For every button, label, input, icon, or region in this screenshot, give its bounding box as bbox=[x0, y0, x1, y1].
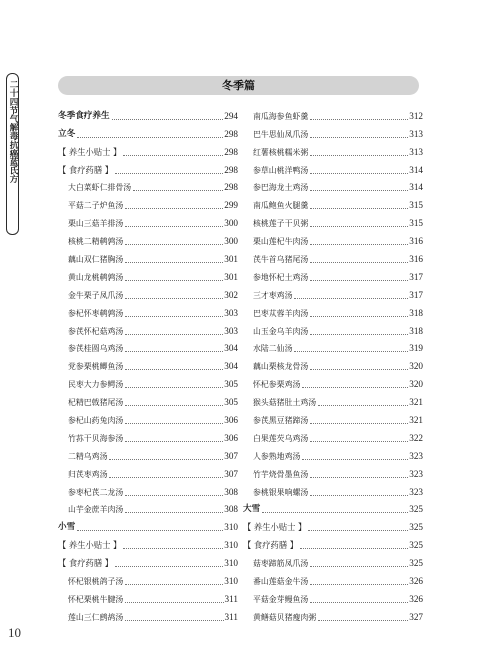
toc-entry-title: 南瓜海参鱼虾羹 bbox=[253, 111, 309, 121]
toc-entry-page: 320 bbox=[409, 379, 423, 390]
toc-entry-page: 307 bbox=[224, 450, 238, 461]
toc-entry-title: 竹荪干贝海参汤 bbox=[68, 433, 124, 443]
toc-entry-title: 核桃莲子干贝粥 bbox=[253, 219, 309, 229]
toc-entry bbox=[243, 354, 423, 372]
dot-leader bbox=[310, 334, 408, 335]
toc-entry bbox=[58, 498, 238, 516]
dot-leader bbox=[125, 262, 223, 263]
toc-entry-page: 303 bbox=[224, 325, 238, 336]
toc-entry bbox=[243, 390, 423, 408]
toc-entry-title: 平菇二子炉鱼汤 bbox=[68, 201, 124, 211]
toc-entry-page: 317 bbox=[409, 289, 423, 300]
toc-entry-title: 水陆二仙汤 bbox=[253, 344, 293, 354]
toc-entry bbox=[243, 498, 423, 516]
dot-leader bbox=[310, 280, 408, 281]
toc-entry-title: 【 食疗药膳 】 bbox=[58, 164, 114, 175]
toc-entry-page: 306 bbox=[224, 432, 238, 443]
toc-entry-title: 番山莲菇金牛汤 bbox=[253, 577, 309, 587]
toc-entry-page: 310 bbox=[224, 540, 238, 551]
dot-leader bbox=[125, 512, 223, 513]
dot-leader bbox=[310, 441, 408, 442]
toc-entry-title: 黄鳝菇贝猪瘦肉粥 bbox=[253, 612, 317, 622]
dot-leader bbox=[310, 173, 408, 174]
toc-entry bbox=[243, 408, 423, 426]
toc-entry bbox=[58, 283, 238, 301]
toc-entry-page: 298 bbox=[224, 128, 238, 139]
toc-entry-title: 参芪黑豆猪蹄汤 bbox=[253, 416, 309, 426]
dot-leader bbox=[125, 369, 223, 370]
toc-entry-page: 310 bbox=[224, 558, 238, 569]
toc-entry-page: 319 bbox=[409, 343, 423, 354]
toc-entry bbox=[58, 354, 238, 372]
toc-entry-page: 312 bbox=[409, 110, 423, 121]
dot-leader bbox=[125, 387, 223, 388]
toc-entry-page: 308 bbox=[224, 486, 238, 497]
toc-entry bbox=[243, 551, 423, 569]
toc-entry bbox=[58, 408, 238, 426]
dot-leader bbox=[310, 495, 408, 496]
toc-entry-title: 党参栗桃鲫鱼汤 bbox=[68, 362, 124, 372]
toc-entry bbox=[243, 176, 423, 194]
toc-entry bbox=[243, 229, 423, 247]
toc-entry-page: 306 bbox=[224, 415, 238, 426]
toc-entry bbox=[243, 301, 423, 319]
toc-entry-title: 竹芋烧骨墨鱼汤 bbox=[253, 469, 309, 479]
toc-entry-title: 怀杞栗桃牛腱汤 bbox=[68, 594, 124, 604]
toc-entry-page: 314 bbox=[409, 182, 423, 193]
toc-entry bbox=[243, 211, 423, 229]
dot-leader bbox=[77, 137, 223, 138]
toc-entry-page: 315 bbox=[409, 200, 423, 211]
book-series-title: 二十四节气解毒抗癌蓝氏方 bbox=[8, 80, 18, 184]
toc-entry-page: 300 bbox=[224, 218, 238, 229]
toc-entry-page: 311 bbox=[224, 611, 238, 622]
toc-entry bbox=[58, 176, 238, 194]
toc-entry-title: 参芪桂圆乌鸡汤 bbox=[68, 344, 124, 354]
toc-entry bbox=[243, 283, 423, 301]
toc-entry-page: 305 bbox=[224, 397, 238, 408]
dot-leader bbox=[115, 566, 223, 567]
toc-entry-page: 305 bbox=[224, 379, 238, 390]
toc-entry bbox=[58, 551, 238, 569]
toc-entry-page: 323 bbox=[409, 486, 423, 497]
toc-entry-title: 栗山三菇羊排汤 bbox=[68, 219, 124, 229]
toc-entry-page: 326 bbox=[409, 593, 423, 604]
dot-leader bbox=[125, 280, 223, 281]
toc-entry-page: 327 bbox=[409, 611, 423, 622]
dot-leader bbox=[125, 226, 223, 227]
dot-leader bbox=[310, 477, 408, 478]
dot-leader bbox=[125, 423, 223, 424]
toc-entry-title: 藕山栗核龙骨汤 bbox=[253, 362, 309, 372]
toc-entry-page: 314 bbox=[409, 164, 423, 175]
toc-column-right bbox=[243, 104, 423, 623]
toc-entry bbox=[58, 390, 238, 408]
toc-entry bbox=[243, 533, 423, 551]
dot-leader bbox=[125, 584, 223, 585]
toc-entry-page: 320 bbox=[409, 361, 423, 372]
toc-entry-page: 325 bbox=[409, 504, 423, 515]
dot-leader bbox=[109, 459, 223, 460]
toc-entry bbox=[243, 569, 423, 587]
toc-entry-page: 322 bbox=[409, 432, 423, 443]
toc-entry-page: 298 bbox=[224, 146, 238, 157]
dot-leader bbox=[294, 298, 408, 299]
toc-entry bbox=[243, 587, 423, 605]
toc-entry-page: 318 bbox=[409, 325, 423, 336]
toc-entry-title: 【 养生小贴士 】 bbox=[243, 522, 307, 533]
dot-leader bbox=[308, 530, 408, 531]
toc-entry-page: 325 bbox=[409, 522, 423, 533]
dot-leader bbox=[109, 477, 223, 478]
toc-entry bbox=[243, 480, 423, 498]
toc-entry-title: 金牛栗子凤爪汤 bbox=[68, 290, 124, 300]
dot-leader bbox=[294, 351, 408, 352]
toc-entry bbox=[243, 319, 423, 337]
toc-entry bbox=[243, 337, 423, 355]
dot-leader bbox=[302, 387, 408, 388]
dot-leader bbox=[310, 244, 408, 245]
toc-entry bbox=[58, 337, 238, 355]
toc-entry bbox=[58, 533, 238, 551]
dot-leader bbox=[310, 566, 408, 567]
dot-leader bbox=[133, 190, 223, 191]
toc-entry-title: 山芋金蔗羊肉汤 bbox=[68, 505, 124, 515]
toc-entry-title: 菇枣蹄筋凤爪汤 bbox=[253, 559, 309, 569]
toc-entry-page: 313 bbox=[409, 128, 423, 139]
toc-entry bbox=[243, 122, 423, 140]
toc-entry bbox=[243, 372, 423, 390]
toc-entry-title: 【 食疗药膳 】 bbox=[58, 558, 114, 569]
dot-leader bbox=[262, 512, 408, 513]
toc-entry-page: 316 bbox=[409, 236, 423, 247]
toc-entry-page: 321 bbox=[409, 397, 423, 408]
toc-entry-page: 301 bbox=[224, 254, 238, 265]
page-number: 10 bbox=[8, 625, 21, 640]
dot-leader bbox=[123, 548, 223, 549]
dot-leader bbox=[310, 137, 408, 138]
toc-entry-title: 怀杞银桃鸽子汤 bbox=[68, 577, 124, 587]
toc-entry-title: 【 食疗药膳 】 bbox=[243, 540, 299, 551]
toc-entry bbox=[58, 372, 238, 390]
toc-entry bbox=[243, 247, 423, 265]
toc-entry bbox=[58, 104, 238, 122]
dot-leader bbox=[77, 530, 223, 531]
dot-leader bbox=[125, 405, 223, 406]
toc-entry-page: 318 bbox=[409, 307, 423, 318]
toc-entry-page: 307 bbox=[224, 468, 238, 479]
toc-entry-page: 317 bbox=[409, 271, 423, 282]
toc-entry-page: 308 bbox=[224, 504, 238, 515]
dot-leader bbox=[112, 119, 224, 120]
dot-leader bbox=[310, 316, 408, 317]
toc-entry bbox=[243, 515, 423, 533]
toc-entry bbox=[58, 462, 238, 480]
toc-entry-page: 315 bbox=[409, 218, 423, 229]
dot-leader bbox=[310, 262, 408, 263]
dot-leader bbox=[125, 208, 223, 209]
toc-entry bbox=[58, 515, 238, 533]
dot-leader bbox=[125, 495, 223, 496]
toc-entry-title: 巴枣苁蓉羊肉汤 bbox=[253, 308, 309, 318]
toc-entry-page: 325 bbox=[409, 558, 423, 569]
toc-entry-title: 民枣大力参鳄汤 bbox=[68, 380, 124, 390]
toc-entry-title: 参杞怀枣鹌鹑汤 bbox=[68, 308, 124, 318]
dot-leader bbox=[318, 405, 408, 406]
toc-entry-title: 二精乌鸡汤 bbox=[68, 451, 108, 461]
dot-leader bbox=[310, 423, 408, 424]
toc-entry-title: 栗山莲杞牛肉汤 bbox=[253, 237, 309, 247]
toc-entry-title: 猴头菇猪肚土鸡汤 bbox=[253, 398, 317, 408]
toc-entry-title: 杞精巴戟猪尾汤 bbox=[68, 398, 124, 408]
toc-entry-title: 三才枣鸡汤 bbox=[253, 290, 293, 300]
toc-entry bbox=[58, 247, 238, 265]
toc-entry bbox=[58, 301, 238, 319]
toc-entry-page: 298 bbox=[224, 182, 238, 193]
toc-entry bbox=[243, 158, 423, 176]
toc-entry-page: 323 bbox=[409, 450, 423, 461]
dot-leader bbox=[125, 351, 223, 352]
toc-entry-title: 参芪怀杞菇鸡汤 bbox=[68, 326, 124, 336]
toc-entry bbox=[58, 122, 238, 140]
toc-entry bbox=[58, 211, 238, 229]
toc-entry-page: 326 bbox=[409, 576, 423, 587]
toc-entry-page: 310 bbox=[224, 576, 238, 587]
toc-entry-title: 怀杞参栗鸡汤 bbox=[253, 380, 301, 390]
toc-entry-title: 芪牛首乌猪尾汤 bbox=[253, 255, 309, 265]
toc-entry-title: 山玉金乌羊肉汤 bbox=[253, 326, 309, 336]
toc-entry-title: 归芪枣鸡汤 bbox=[68, 469, 108, 479]
toc-entry-page: 300 bbox=[224, 236, 238, 247]
toc-entry-title: 莲山三仁鹧鸪汤 bbox=[68, 612, 124, 622]
toc-entry-title: 红薯核桃糯米粥 bbox=[253, 147, 309, 157]
dot-leader bbox=[125, 620, 223, 621]
dot-leader bbox=[125, 244, 223, 245]
dot-leader bbox=[310, 208, 408, 209]
dot-leader bbox=[125, 298, 223, 299]
toc-entry-page: 294 bbox=[224, 110, 238, 121]
dot-leader bbox=[310, 226, 408, 227]
toc-entry-page: 323 bbox=[409, 468, 423, 479]
toc-entry-title: 立冬 bbox=[58, 128, 76, 139]
toc-entry-page: 316 bbox=[409, 254, 423, 265]
toc-entry-page: 325 bbox=[409, 540, 423, 551]
dot-leader bbox=[310, 190, 408, 191]
toc-entry bbox=[58, 265, 238, 283]
toc-entry-title: 大雪 bbox=[243, 504, 261, 515]
toc-entry-title: 黄山龙桃鹌鹑汤 bbox=[68, 272, 124, 282]
toc-entry-page: 310 bbox=[224, 522, 238, 533]
toc-entry bbox=[58, 229, 238, 247]
toc-entry-title: 冬季食疗养生 bbox=[58, 110, 110, 121]
dot-leader bbox=[125, 602, 223, 603]
toc-entry bbox=[243, 193, 423, 211]
dot-leader bbox=[310, 369, 408, 370]
dot-leader bbox=[318, 620, 408, 621]
toc-entry-title: 平菇金芽鳗鱼汤 bbox=[253, 594, 309, 604]
toc-entry-title: 人参熟地鸡汤 bbox=[253, 451, 301, 461]
dot-leader bbox=[125, 316, 223, 317]
toc-entry-page: 313 bbox=[409, 146, 423, 157]
dot-leader bbox=[310, 155, 408, 156]
toc-entry-page: 301 bbox=[224, 271, 238, 282]
toc-entry-title: 南瓜鲍鱼火腿羹 bbox=[253, 201, 309, 211]
toc-entry-title: 参地怀杞土鸡汤 bbox=[253, 272, 309, 282]
toc-entry bbox=[58, 193, 238, 211]
toc-entry-title: 【 养生小贴士 】 bbox=[58, 540, 122, 551]
toc-entry bbox=[58, 158, 238, 176]
toc-entry-page: 302 bbox=[224, 289, 238, 300]
dot-leader bbox=[302, 459, 408, 460]
toc-entry-page: 321 bbox=[409, 415, 423, 426]
dot-leader bbox=[310, 584, 408, 585]
toc-entry bbox=[58, 444, 238, 462]
toc-entry bbox=[58, 426, 238, 444]
toc-entry-title: 参杞山药兔肉汤 bbox=[68, 416, 124, 426]
toc-column-left bbox=[58, 104, 238, 623]
toc-entry-title: 藕山双仁猪胸汤 bbox=[68, 255, 124, 265]
section-banner: 冬季篇 bbox=[58, 76, 419, 95]
dot-leader bbox=[115, 173, 223, 174]
toc-entry-title: 参巴海龙土鸡汤 bbox=[253, 183, 309, 193]
book-series-tab bbox=[6, 73, 19, 235]
dot-leader bbox=[310, 119, 408, 120]
toc-entry bbox=[58, 569, 238, 587]
toc-entry-title: 【 养生小贴士 】 bbox=[58, 146, 122, 157]
toc-entry bbox=[58, 319, 238, 337]
dot-leader bbox=[123, 155, 223, 156]
toc-entry-page: 304 bbox=[224, 361, 238, 372]
toc-entry bbox=[243, 462, 423, 480]
toc-entry bbox=[243, 426, 423, 444]
toc-entry bbox=[58, 587, 238, 605]
toc-entry bbox=[58, 605, 238, 623]
toc-entry bbox=[243, 605, 423, 623]
toc-entry-title: 参桃银果响螺汤 bbox=[253, 487, 309, 497]
toc-entry-title: 核桃二精鹌鹑汤 bbox=[68, 237, 124, 247]
toc-entry bbox=[58, 140, 238, 158]
toc-entry-page: 299 bbox=[224, 200, 238, 211]
toc-entry-title: 巴牛思仙凤爪汤 bbox=[253, 129, 309, 139]
toc-entry-page: 304 bbox=[224, 343, 238, 354]
toc-entry-page: 311 bbox=[224, 593, 238, 604]
dot-leader bbox=[125, 441, 223, 442]
toc-entry-page: 303 bbox=[224, 307, 238, 318]
toc-entry bbox=[243, 444, 423, 462]
dot-leader bbox=[310, 602, 408, 603]
toc-entry bbox=[243, 265, 423, 283]
toc-entry-title: 参草山桃洋鸭汤 bbox=[253, 165, 309, 175]
toc-entry-title: 白果莲芡乌鸡汤 bbox=[253, 433, 309, 443]
toc-entry-title: 小雪 bbox=[58, 522, 76, 533]
toc-entry-title: 大白菜虾仁排骨汤 bbox=[68, 183, 132, 193]
toc-entry-title: 参枣杞芪二龙汤 bbox=[68, 487, 124, 497]
toc-entry bbox=[58, 480, 238, 498]
toc-entry bbox=[243, 140, 423, 158]
toc-entry bbox=[243, 104, 423, 122]
dot-leader bbox=[125, 334, 223, 335]
dot-leader bbox=[300, 548, 408, 549]
toc-entry-page: 298 bbox=[224, 164, 238, 175]
